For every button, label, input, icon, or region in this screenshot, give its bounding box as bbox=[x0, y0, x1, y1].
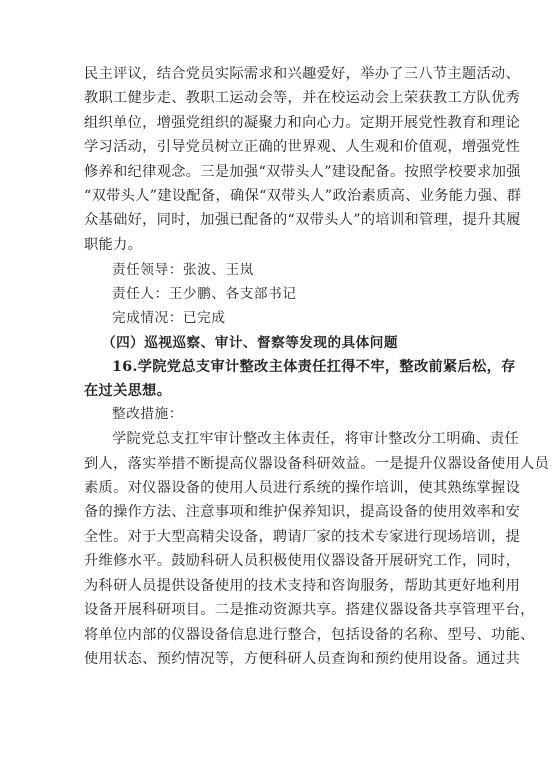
text-line: 职能力。 bbox=[84, 236, 143, 253]
text-line: 升维修水平。鼓励科研人员积极使用仪器设备开展研究工作，同时， bbox=[84, 553, 521, 570]
text-line: 学习活动，引导党员树立正确的世界观、人生观和价值观，增强党性 bbox=[84, 139, 521, 156]
text-line: “双带头人”建设配备，确保“双带头人”政治素质高、业务能力强、群 bbox=[84, 188, 522, 205]
text-line: 修养和纪律观念。三是加强“双带头人”建设配备。按照学校要求加强 bbox=[84, 163, 521, 180]
text-line: 将单位内部的仪器设备信息进行整合，包括设备的名称、型号、功能、 bbox=[84, 626, 535, 643]
text-line: 备的操作方法、注意事项和维护保养知识，提高设备的使用效率和安 bbox=[84, 504, 521, 521]
text-line: 众基础好，同时，加强已配备的“双带头人”的培训和管理，提升其履 bbox=[84, 212, 521, 229]
section-heading: （四）巡视巡察、审计、督察等发现的具体问题 bbox=[102, 334, 398, 351]
text-line: 教职工健步走、教职工运动会等，并在校运动会上荣获教工方队优秀 bbox=[84, 90, 521, 107]
completion-status: 完成情况：已完成 bbox=[112, 309, 226, 326]
text-line: 为科研人员提供设备使用的技术支持和咨询服务，帮助其更好地利用 bbox=[84, 577, 521, 594]
responsible-person: 责任人：王少鹏、各支部书记 bbox=[112, 286, 297, 303]
responsible-leader: 责任领导：张波、王岚 bbox=[112, 262, 254, 279]
text-line: 设备开展科研项目。二是推动资源共享。搭建仪器设备共享管理平台， bbox=[84, 602, 535, 619]
text-line: 在过关思想。 bbox=[84, 383, 172, 400]
text-line: 到人，落实举措不断提高仪器设备科研效益。一是提升仪器设备使用人员 bbox=[84, 455, 550, 472]
issue-16 bbox=[84, 355, 516, 404]
paragraph-party-activities bbox=[84, 62, 522, 257]
text-line: 全性。对于大型高精尖设备，聘请厂家的技术专家进行现场培训，提 bbox=[84, 528, 521, 545]
paragraph-measures bbox=[84, 427, 550, 671]
measures-label: 整改措施： bbox=[112, 406, 183, 423]
text-line: 素质。对仪器设备的使用人员进行系统的操作培训，使其熟练掌握设 bbox=[84, 480, 521, 497]
text-line: 16.学院党总支审计整改主体责任扛得不牢，整改前紧后松，存 bbox=[112, 358, 516, 375]
text-line: 民主评议，结合党员实际需求和兴趣爱好，举办了三八节主题活动、 bbox=[84, 66, 521, 82]
text-line: 使用状态、预约情况等，方便科研人员查询和预约使用设备。通过共 bbox=[84, 650, 521, 667]
text-line: 学院党总支扛牢审计整改主体责任，将审计整改分工明确、责任 bbox=[112, 431, 520, 448]
text-line: 组织单位，增强党组织的凝聚力和向心力。定期开展党性教育和理论 bbox=[84, 114, 521, 131]
